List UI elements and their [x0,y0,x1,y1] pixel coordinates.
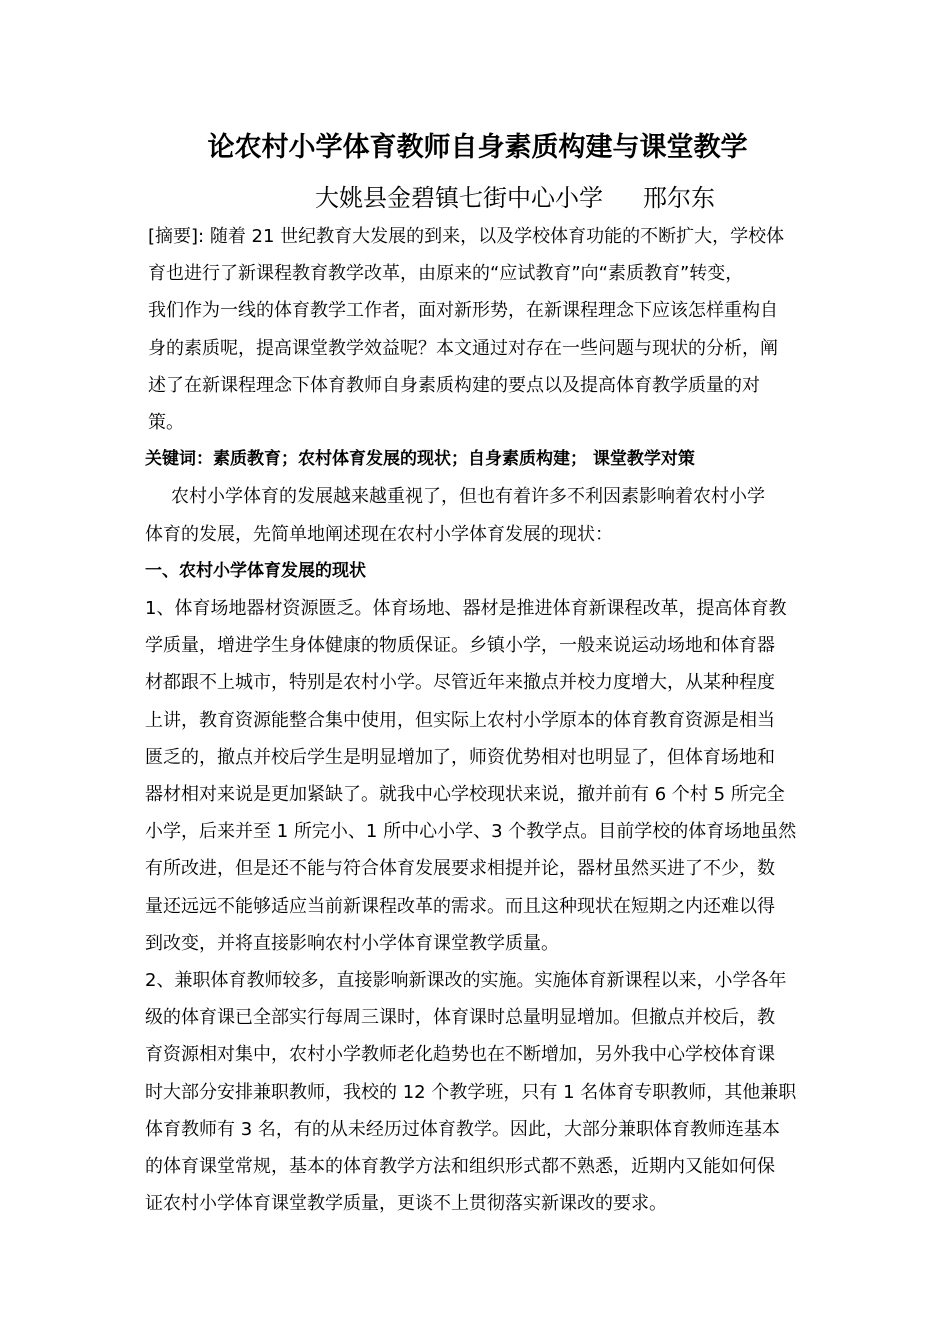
intro-line: 体育的发展，先简单地阐述现在农村小学体育发展的现状： [145,523,613,545]
abstract-paragraph [148,218,810,441]
point-1-line: 1、体育场地器材资源匮乏。体育场地、器材是推进体育新课程改革，提高体育教 [145,598,787,620]
intro-paragraph [145,478,810,552]
point-2-line: 2、兼职体育教师较多，直接影响新课改的实施。实施体育新课程以来，小学各年 [145,970,787,992]
point-2-line: 时大部分安排兼职教师，我校的 12 个教学班，只有 1 名体育专职教师，其他兼职 [145,1081,797,1103]
keywords: 关键词：素质教育；农村体育发展的现状；自身素质构建； 课堂教学对策 [145,449,695,470]
point-2-line: 的体育课堂常规，基本的体育教学方法和组织形式都不熟悉，近期内又能如何保 [145,1156,775,1178]
point-1-line: 学质量，增进学生身体健康的物质保证。乡镇小学，一般来说运动场地和体育器 [145,635,775,657]
point-1-line: 小学，后来并至 1 所完小、1 所中心小学、3 个教学点。目前学校的体育场地虽然 [145,821,797,843]
abstract-line: 策。 [148,412,184,434]
author-name: 邢尔东 [643,184,715,212]
section-heading: 一、农村小学体育发展的现状 [145,560,366,581]
intro-line: 农村小学体育的发展越来越重视了，但也有着许多不利因素影响着农村小学 [171,486,765,508]
point-1-line: 上讲，教育资源能整合集中使用，但实际上农村小学原本的体育教育资源是相当 [145,709,775,731]
abstract-line: 身的素质呢，提高课堂教学效益呢？本文通过对存在一些问题与现状的分析，阐 [148,337,778,359]
abstract-line: 我们作为一线的体育教学工作者，面对新形势，在新课程理念下应该怎样重构自 [148,300,778,322]
point-1-line: 到改变，并将直接影响农村小学体育课堂教学质量。 [145,932,559,954]
document-body [145,218,810,1222]
abstract-line: [摘要]: 随着 21 世纪教育大发展的到来，以及学校体育功能的不断扩大，学校体 [148,226,785,247]
point-2-line: 育资源相对集中，农村小学教师老化趋势也在不断增加，另外我中心学校体育课 [145,1044,775,1066]
point-2-paragraph [145,962,810,1222]
point-2-line: 证农村小学体育课堂教学质量，更谈不上贯彻落实新课改的要求。 [145,1193,667,1215]
point-2-line: 级的体育课已全部实行每周三课时，体育课时总量明显增加。但撤点并校后，教 [145,1007,775,1029]
school-name: 大姚县金碧镇七街中心小学 [315,184,603,212]
abstract-line: 述了在新课程理念下体育教师自身素质构建的要点以及提高体育教学质量的对 [148,374,760,396]
point-1-line: 器材相对来说是更加紧缺了。就我中心学校现状来说，撤并前有 6 个村 5 所完全 [145,784,785,806]
byline [145,180,810,216]
document-title: 论农村小学体育教师自身素质构建与课堂教学 [207,132,748,163]
point-1-line: 量还远远不能够适应当前新课程改革的需求。而且这种现状在短期之内还难以得 [145,895,775,917]
point-1-line: 有所改进，但是还不能与符合体育发展要求相提并论，器材虽然买进了不少，数 [145,858,775,880]
point-1-paragraph [145,590,810,962]
abstract-line: 育也进行了新课程教育教学改革，由原来的“应试教育”向“素质教育”转变， [148,263,744,285]
point-1-line: 材都跟不上城市，特别是农村小学。尽管近年来撤点并校力度增大，从某种程度 [145,672,775,694]
point-2-line: 体育教师有 3 名，有的从未经历过体育教学。因此，大部分兼职体育教师连基本 [145,1118,780,1140]
point-1-line: 匮乏的，撤点并校后学生是明显增加了，师资优势相对也明显了，但体育场地和 [145,746,775,768]
